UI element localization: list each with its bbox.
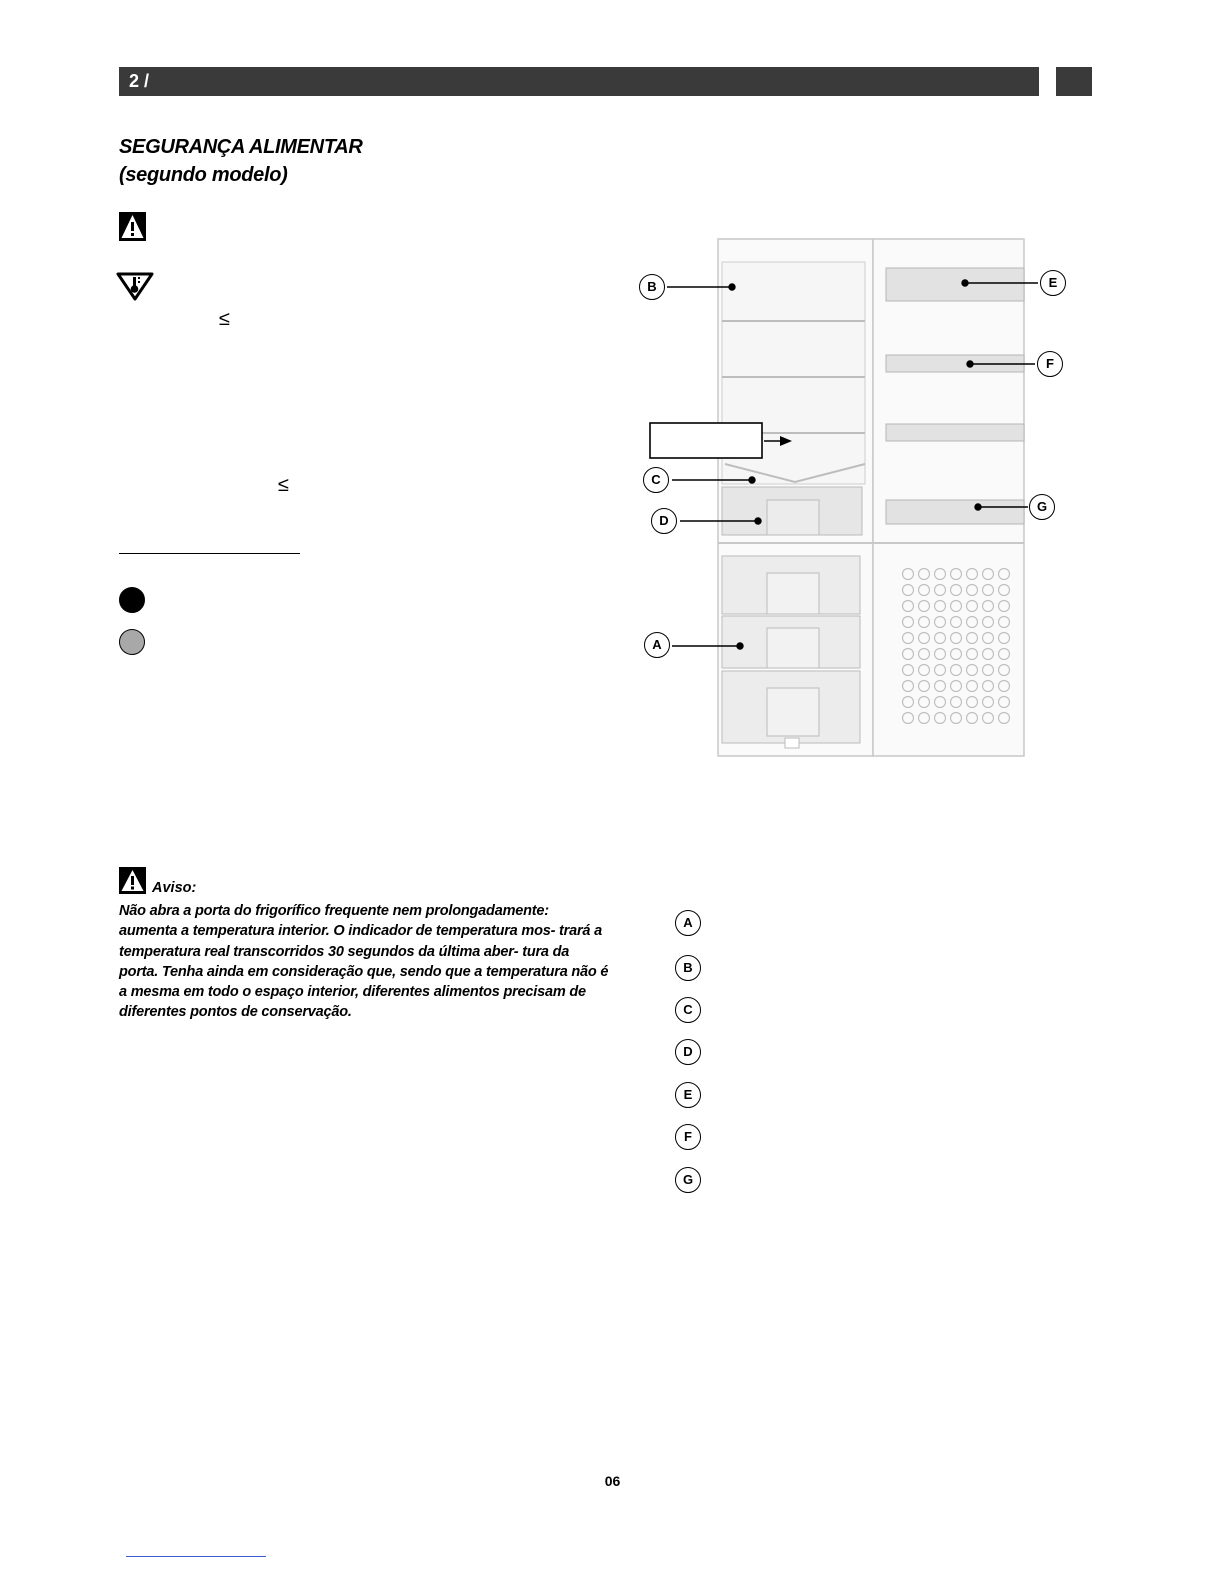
legend-item-a: A: [675, 910, 701, 936]
footer-link-underline[interactable]: [126, 1556, 266, 1557]
black-circle-icon: [119, 587, 145, 613]
warning-text: Não abra a porta do frigorífico frequente nem prolongadamente: aumenta a temperatura interior. O indicador de temperatura mos- trará a temperatura real transcorridos 30 segundos da última aber- tura da porta. Tenha ainda em consideração que, sendo que a temperatura não é a mesma em todo o espaço interior, diferentes alimentos precisam de diferentes pontos de conservação.: [119, 903, 609, 1021]
callout-c: C: [643, 467, 669, 493]
legend-item-c: C: [675, 997, 701, 1023]
callout-e: E: [1040, 270, 1066, 296]
page-number: 06: [604, 1473, 621, 1489]
callout-g: G: [1029, 494, 1055, 520]
header-page-tab: [1056, 67, 1092, 96]
legend-item-f: F: [675, 1124, 701, 1150]
page-title: [119, 133, 363, 189]
legend-item-b: B: [675, 955, 701, 981]
callout-d: D: [651, 508, 677, 534]
callout-f: F: [1037, 351, 1063, 377]
warning-triangle-icon: [119, 212, 146, 241]
thermometer-drop-icon: [116, 270, 154, 302]
legend-item-e: E: [675, 1082, 701, 1108]
section-header-bar: [119, 67, 1039, 96]
legend-item-d: D: [675, 1039, 701, 1065]
section-number: 2 /: [129, 71, 150, 91]
warning-triangle-icon: [119, 867, 146, 894]
less-equal-symbol-1: ≤: [219, 308, 230, 330]
section-divider: [119, 553, 300, 554]
fridge-diagram: [630, 230, 1080, 765]
warning-label: Aviso:: [152, 880, 197, 896]
callout-a: A: [644, 632, 670, 658]
title-line-2: (segundo modelo): [119, 164, 288, 186]
callout-b: B: [639, 274, 665, 300]
title-line-1: SEGURANÇA ALIMENTAR: [119, 136, 363, 158]
grey-circle-icon: [119, 629, 145, 655]
legend-item-g: G: [675, 1167, 701, 1193]
empty-label-box: [650, 423, 762, 458]
less-equal-symbol-2: ≤: [278, 474, 289, 496]
